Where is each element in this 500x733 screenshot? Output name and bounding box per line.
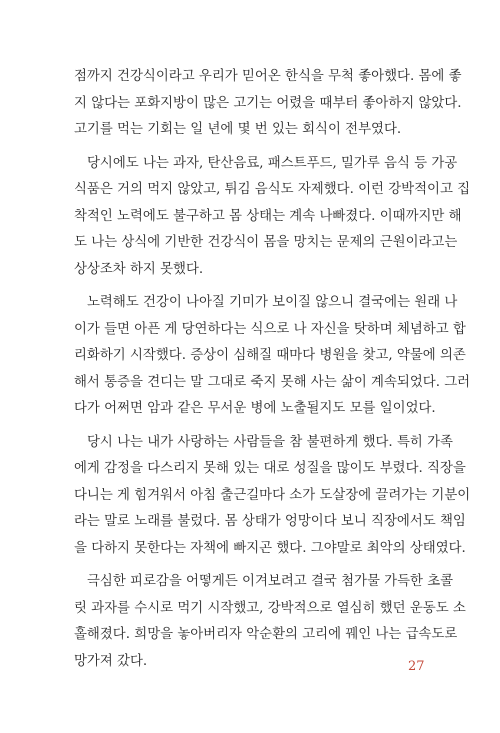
text-line: 도 나는 상식에 기반한 건강식이 몸을 망치는 문제의 근원이라고는 — [74, 235, 458, 250]
paragraph-3 — [74, 290, 471, 423]
text-line: 상상조차 하지 못했다. — [74, 261, 204, 277]
text-line: 홀해졌다. 희망을 놓아버리자 악순환의 고리에 꿰인 나는 급속도로 — [74, 627, 458, 642]
text-line: 라는 말로 노래를 불렀다. 몸 상태가 엉망이다 보니 직장에서도 책임 — [74, 514, 466, 529]
text-line: 릿 과자를 수시로 먹기 시작했고, 강박적으로 열심히 했던 운동도 소 — [74, 600, 466, 616]
text-line: 망가져 갔다. — [74, 653, 148, 669]
paragraph-2 — [74, 151, 471, 284]
text-line: 다니는 게 힘겨워서 아침 출근길마다 소가 도살장에 끌려가는 기분이 — [74, 487, 471, 503]
text-line: 에게 감정을 다스리지 못해 있는 대로 성질을 많이도 부렸다. 직장을 — [74, 461, 466, 476]
text-line: 식품은 거의 먹지 않았고, 튀김 음식도 자제했다. 이런 강박적이고 집 — [74, 182, 471, 197]
text-line: 극심한 피로감을 어떻게든 이겨보려고 결국 첨가물 가득한 초콜 — [87, 574, 454, 589]
text-line: 착적인 노력에도 불구하고 몸 상태는 계속 나빠졌다. 이때까지만 해 — [74, 208, 462, 224]
body-text — [74, 64, 471, 682]
text-line: 이가 들면 아픈 게 당연하다는 식으로 나 자신을 탓하며 체념하고 합 — [74, 321, 466, 337]
page-number: 27 — [408, 659, 425, 674]
text-line: 점까지 건강식이라고 우리가 믿어온 한식을 무척 좋아했다. 몸에 좋 — [74, 69, 462, 84]
paragraph-1 — [74, 64, 462, 144]
text-line: 고기를 먹는 기회는 일 년에 몇 번 있는 회식이 전부였다. — [74, 122, 402, 137]
paragraph-4 — [74, 430, 471, 563]
paragraph-5 — [74, 569, 466, 675]
text-line: 리화하기 시작했다. 증상이 심해질 때마다 병원을 찾고, 약물에 의존 — [74, 348, 466, 363]
text-line: 지 않다는 포화지방이 많은 고기는 어렸을 때부터 좋아하지 않았다. — [74, 95, 462, 111]
text-line: 노력해도 건강이 나아질 기미가 보이질 않으니 결국에는 원래 나 — [87, 295, 458, 310]
text-line: 당시에도 나는 과자, 탄산음료, 패스트푸드, 밀가루 음식 등 가공 — [87, 155, 458, 171]
text-line: 을 다하지 못한다는 자책에 빠지곤 했다. 그야말로 최악의 상태였다. — [74, 540, 466, 556]
text-line: 당시 나는 내가 사랑하는 사람들을 참 불편하게 했다. 특히 가족 — [87, 434, 453, 450]
text-line: 해서 통증을 견디는 말 그대로 죽지 못해 사는 삶이 계속되었다. 그러 — [74, 374, 471, 390]
text-line: 다가 어쩌면 암과 같은 무서운 병에 노출될지도 모를 일이었다. — [74, 401, 436, 416]
